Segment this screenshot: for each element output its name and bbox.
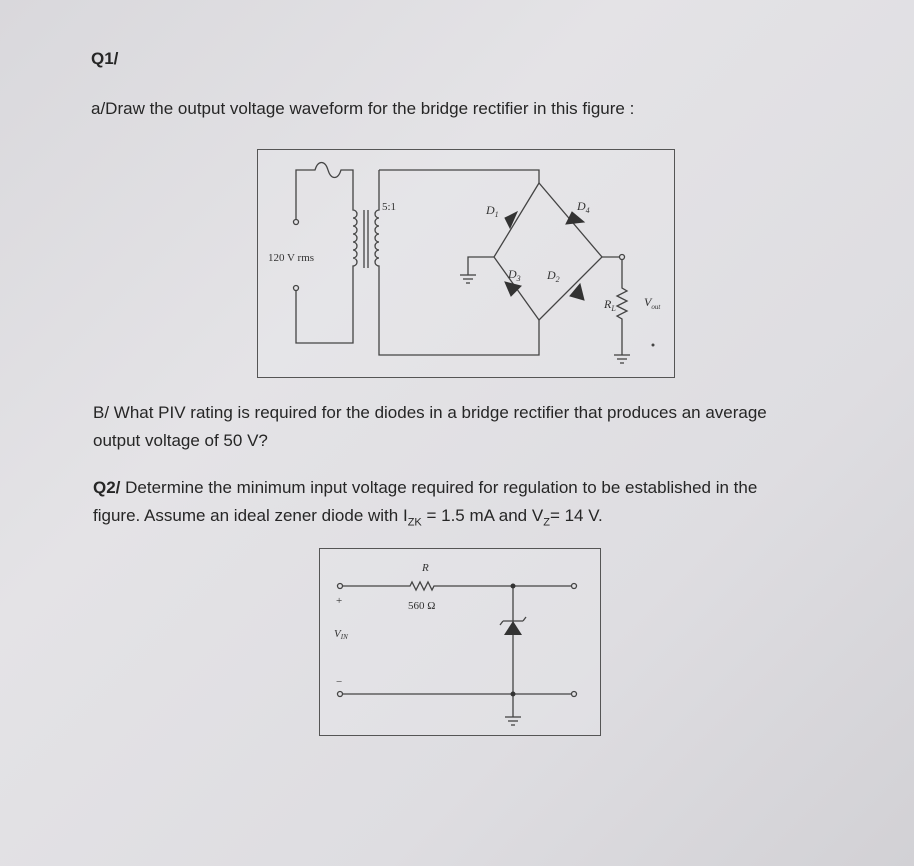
- diode-d1: [505, 212, 517, 228]
- q1-part-b-line2: output voltage of 50 V?: [93, 431, 268, 450]
- input-terminal-bottom: [338, 692, 343, 697]
- q2-line2-part-a: figure. Assume an ideal zener diode with I: [93, 506, 408, 525]
- source-voltage-label: 120 V rms: [268, 252, 315, 264]
- q1-part-b-line1: B/ What PIV rating is required for the diodes in a bridge rectifier that produces an average: [93, 403, 767, 422]
- q2-line2-part-b: = 1.5 mA and V: [421, 506, 544, 525]
- q1-part-a-text: a/Draw the output voltage waveform for the bridge rectifier in this figure :: [91, 99, 635, 118]
- d1-label: $D_1$: [486, 203, 499, 219]
- output-terminal-bottom: [572, 692, 577, 697]
- primary-top-wire: [296, 163, 353, 221]
- diode-d3: [505, 282, 521, 296]
- minus-sign: −: [336, 676, 343, 688]
- zener-regulator-figure: [319, 548, 601, 736]
- secondary-coil: [375, 170, 539, 355]
- rl-label: $R_L$: [604, 297, 616, 313]
- input-terminal-top: [338, 584, 343, 589]
- load-resistor: [617, 260, 627, 355]
- q2-line1-text: Determine the minimum input voltage required for regulation to be established in the: [120, 478, 758, 497]
- bridge-diamond: [494, 183, 602, 320]
- top-rail-with-resistor: [343, 582, 572, 590]
- turns-ratio-label: 5:1: [382, 201, 397, 213]
- d3-label: $D_3$: [508, 267, 521, 283]
- vout-label: $V_{out}$: [644, 295, 661, 311]
- output-dot: [652, 344, 655, 347]
- izk-subscript: ZK: [407, 516, 422, 529]
- primary-coil: [353, 205, 357, 270]
- q2-line1: [93, 474, 757, 502]
- vin-label: VIN: [334, 628, 348, 641]
- secondary-top-wire: [379, 170, 539, 183]
- junction-top: [511, 584, 516, 589]
- resistor-value: 560 Ω: [408, 600, 436, 612]
- q1-heading: Q1/: [91, 49, 119, 68]
- output-terminal: [620, 255, 625, 260]
- zener-diode: [504, 621, 522, 635]
- bridge-rectifier-schematic: [258, 150, 674, 377]
- ground-wire: [468, 257, 494, 275]
- junction-bottom: [511, 692, 516, 697]
- q2-label: Q2/: [93, 478, 121, 497]
- d2-label: $D_2$: [547, 268, 560, 284]
- primary-bottom-wire: [296, 270, 353, 343]
- terminal-top: [294, 220, 299, 225]
- d4-label: $D_4$: [577, 199, 590, 215]
- resistor-label: R: [422, 562, 429, 574]
- bridge-rectifier-figure: [257, 149, 675, 378]
- vz-subscript: Z: [543, 516, 550, 529]
- plus-sign: +: [336, 595, 343, 607]
- output-terminal-top: [572, 584, 577, 589]
- q2-line2-part-c: = 14 V.: [549, 506, 603, 525]
- terminal-bottom: [294, 286, 299, 291]
- zener-regulator-schematic: [320, 549, 600, 735]
- diode-d4: [566, 212, 584, 224]
- q2-line2: [93, 502, 603, 530]
